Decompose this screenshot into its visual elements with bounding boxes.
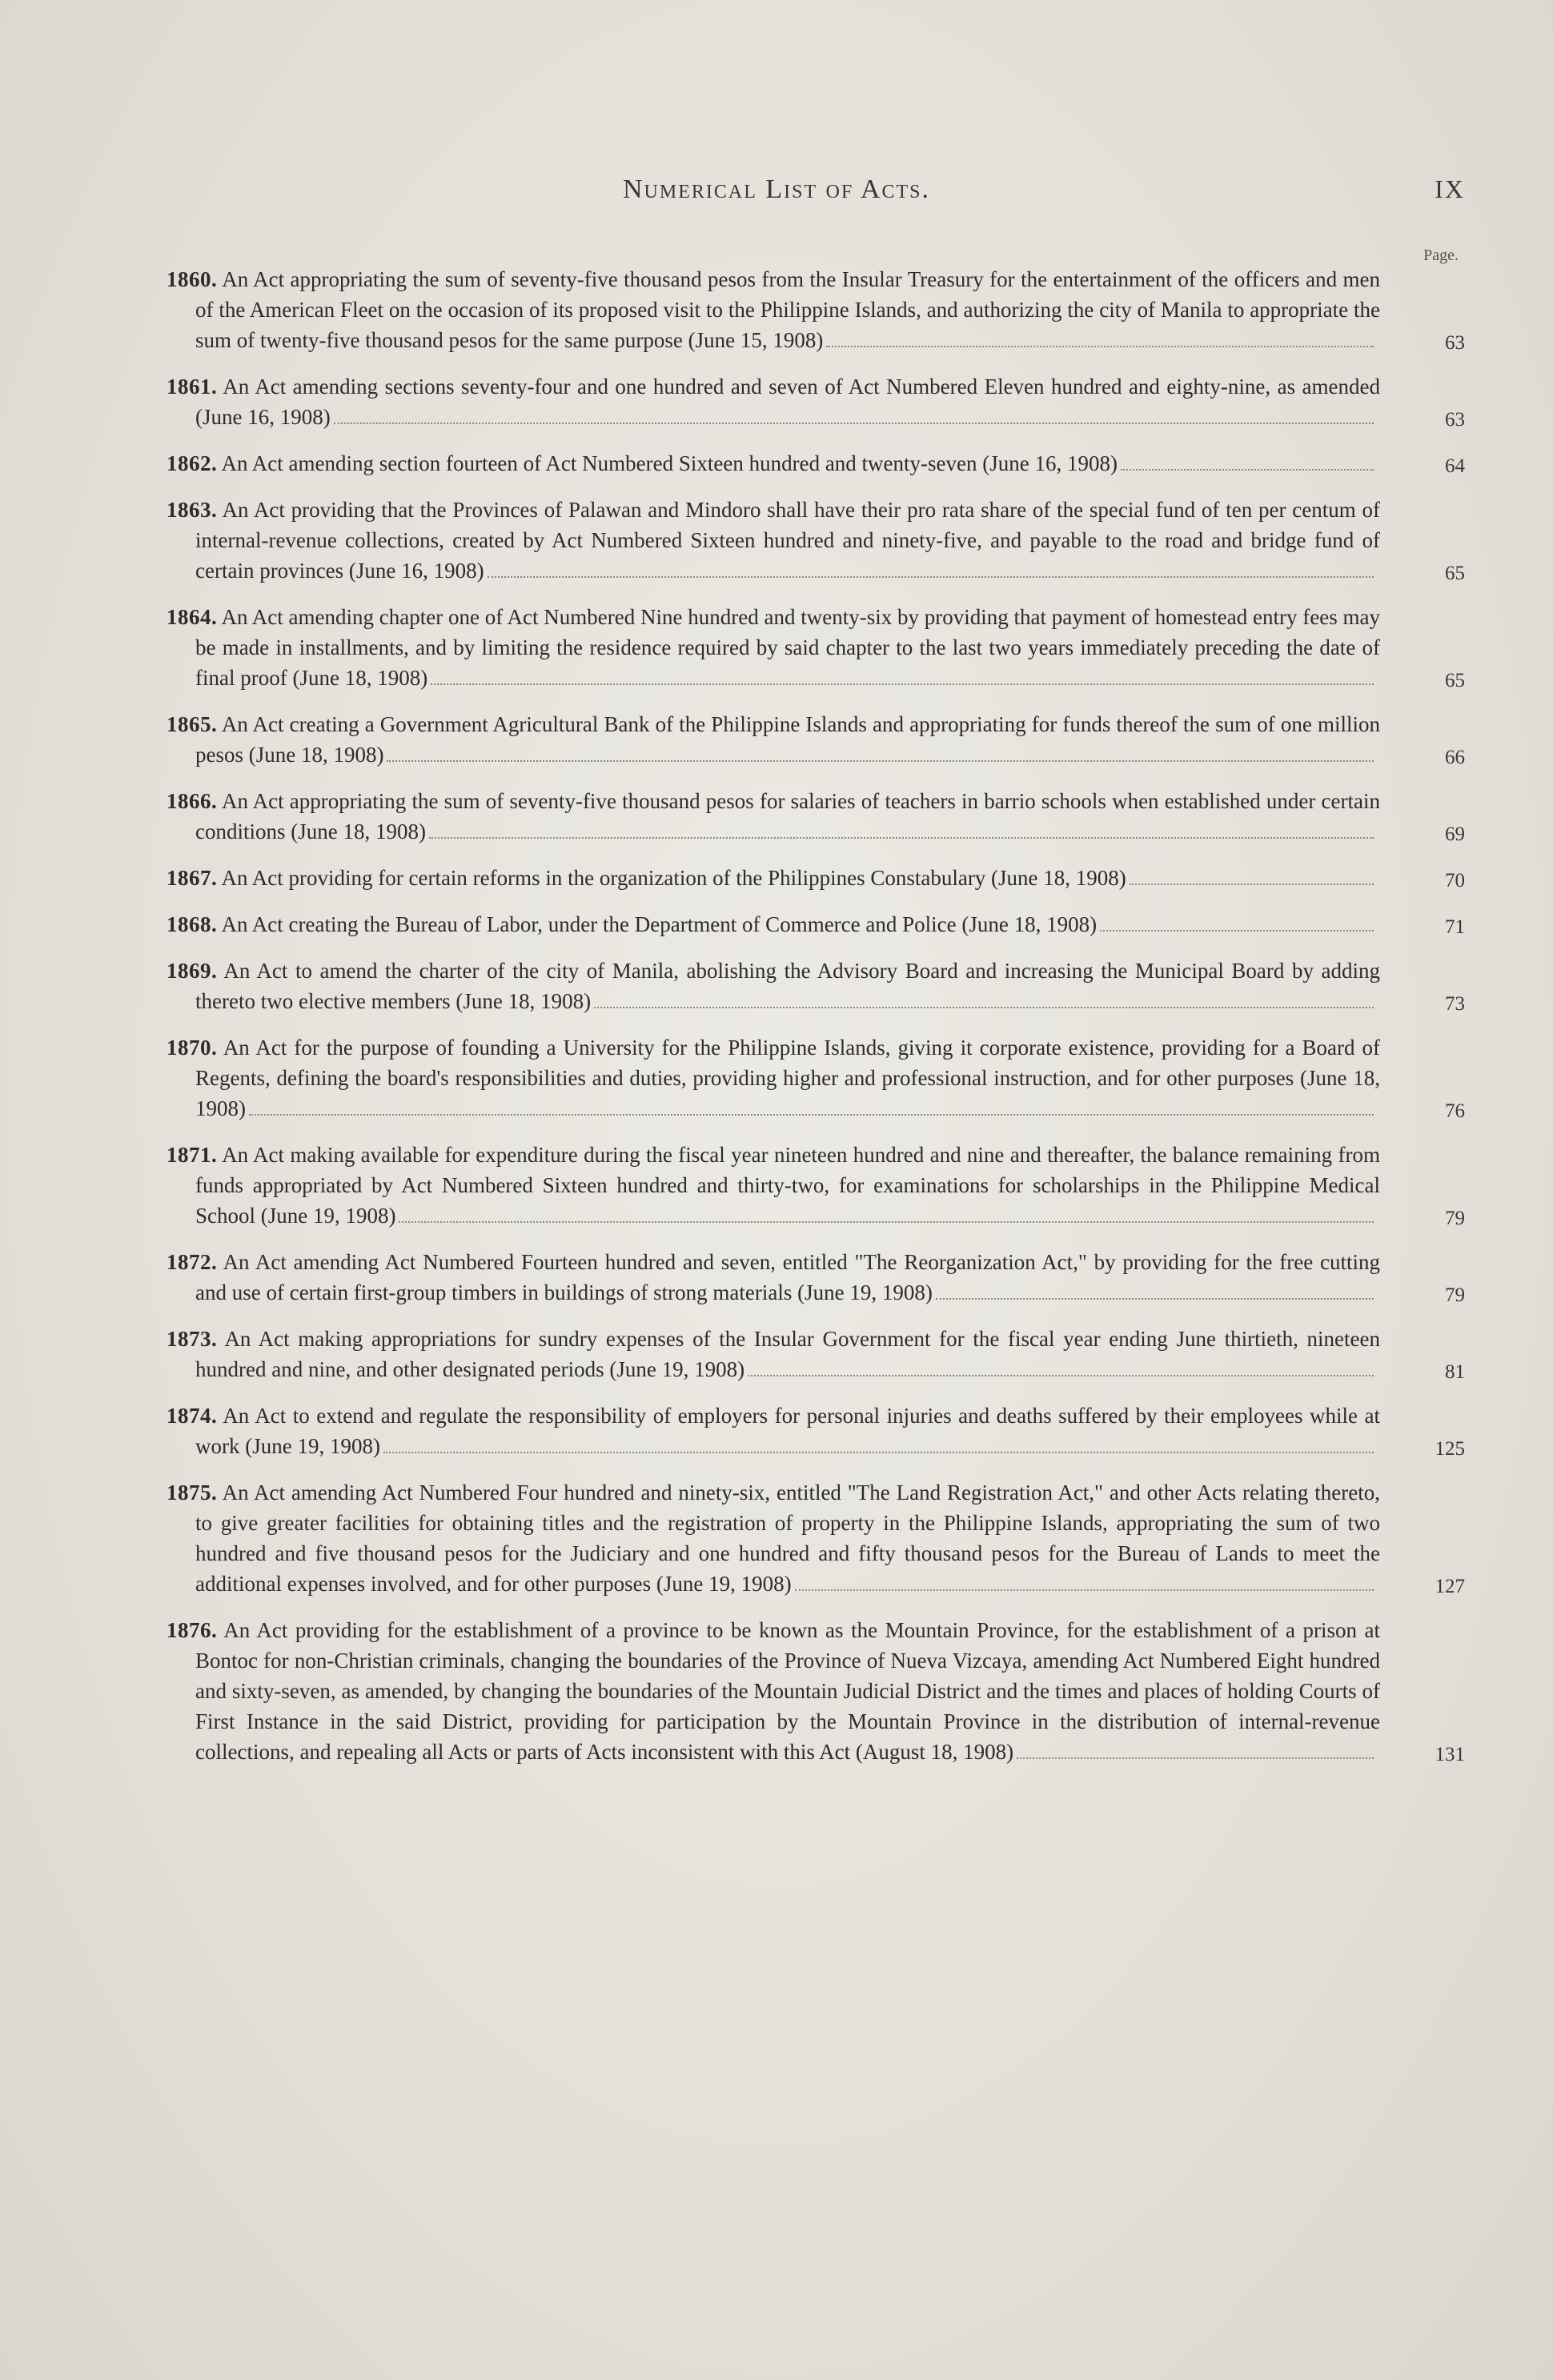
act-title: An Act making available for expenditure during the fiscal year nineteen hundred and nine and thereafter, the balance remaining from funds appropriated by Act Numbered Sixteen hundred and thirty-two, for examinations for scholarships in the Philippine Medical School (June 19, 1908) (195, 1143, 1380, 1228)
act-entry-body (167, 1140, 1380, 1231)
act-page-number: 65 (1445, 670, 1465, 691)
act-title: An Act to extend and regulate the responsibility of employers for personal injuries and deaths suffered by their employees while at work (June 19, 1908) (195, 1404, 1381, 1458)
act-entry-body (167, 448, 1380, 479)
act-entry (167, 495, 1465, 586)
act-page-number: 127 (1435, 1576, 1465, 1597)
act-page-number: 65 (1445, 563, 1465, 584)
leader-dots (387, 760, 1374, 762)
act-entry (167, 786, 1465, 847)
act-entry-body (167, 1400, 1380, 1461)
act-title: An Act amending sections seventy-four and one hundred and seven of Act Numbered Eleven hundred and eighty-nine, as amended (June 16, 1908) (195, 375, 1380, 429)
leader-dots (936, 1298, 1374, 1300)
act-number: 1861. (167, 375, 218, 399)
act-entry (167, 371, 1465, 432)
act-title: An Act appropriating the sum of seventy-five thousand pesos from the Insular Treasury for the entertainment of the officers and men of the American Fleet on the occasion of its proposed visit to the Philippine Islands, and authorizing the city of Manila to appropriate the sum of twenty-five thousand pesos for the same purpose (June 15, 1908) (195, 267, 1380, 352)
act-title: An Act making appropriations for sundry expenses of the Insular Government for the fiscal year ending June thirtieth, nineteen hundred and nine, and other designated periods (June 19, 1908) (195, 1327, 1380, 1381)
leader-dots (594, 1007, 1374, 1008)
act-entry (167, 1247, 1465, 1308)
running-head-title: Numerical List of Acts. (622, 174, 931, 204)
act-page-number: 79 (1445, 1284, 1465, 1306)
act-number: 1871. (167, 1143, 218, 1167)
act-title: An Act to amend the charter of the city of Manila, abolishing the Advisory Board and increasing the Municipal Board by adding thereto two elective members (June 18, 1908) (195, 959, 1380, 1013)
leader-dots (249, 1114, 1374, 1116)
act-number: 1873. (167, 1327, 218, 1351)
act-title: An Act appropriating the sum of seventy-five thousand pesos for salaries of teachers in barrio schools when established under certain conditions (June 18, 1908) (195, 789, 1380, 843)
leader-dots (488, 576, 1374, 578)
leader-dots (795, 1589, 1374, 1591)
act-page-number: 71 (1445, 916, 1465, 938)
act-entry (167, 1615, 1465, 1767)
page-header (0, 174, 1553, 214)
leader-dots (383, 1452, 1374, 1453)
act-number: 1869. (167, 959, 218, 983)
act-page-number: 70 (1445, 870, 1465, 891)
leader-dots (1130, 883, 1374, 885)
act-page-number: 69 (1445, 823, 1465, 845)
act-page-number: 63 (1445, 409, 1465, 431)
act-entry (167, 1477, 1465, 1599)
act-page-number: 76 (1445, 1100, 1465, 1122)
act-entry (167, 602, 1465, 693)
act-title: An Act creating the Bureau of Labor, under the Department of Commerce and Police (June 18, 1908) (221, 912, 1098, 936)
act-entry (167, 1140, 1465, 1231)
act-entry (167, 1324, 1465, 1384)
act-entry-body (167, 786, 1380, 847)
act-page-number: 81 (1445, 1361, 1465, 1383)
leader-dots (826, 346, 1374, 347)
act-number: 1864. (167, 605, 218, 629)
act-title: An Act amending section fourteen of Act Numbered Sixteen hundred and twenty-seven (June 16, 1908) (221, 451, 1118, 475)
act-entry-body (167, 1615, 1380, 1767)
act-entry-body (167, 863, 1380, 893)
act-number: 1870. (167, 1036, 218, 1060)
act-entry-body (167, 1032, 1380, 1124)
leader-dots (1100, 930, 1374, 932)
act-entry-body (167, 371, 1380, 432)
act-entry-body (167, 909, 1380, 940)
act-title: An Act amending Act Numbered Four hundred and ninety-six, entitled "The Land Registration Act," and other Acts relating thereto, to give greater facilities for obtaining titles and the registration of property in the Philippine Islands, appropriating the sum of two hundred and five thousand pesos for the Judiciary and one hundred and fifty thousand pesos for the Bureau of Lands to meet the additional expenses involved, and for other purposes (June 19, 1908) (195, 1480, 1381, 1596)
act-page-number: 66 (1445, 747, 1465, 768)
act-entry (167, 264, 1465, 355)
act-title: An Act for the purpose of founding a University for the Philippine Islands, giving it corporate existence, providing for a Board of Regents, defining the board's responsibilities and duties, providing higher and professional instruction, and for other purposes (June 18, 1908) (195, 1036, 1380, 1120)
act-title: An Act amending chapter one of Act Numbered Nine hundred and twenty-six by providing that payment of homestead entry fees may be made in installments, and by limiting the residence required by said chapter to the last two years immediately preceding the date of final proof (June 18, 1908) (195, 605, 1380, 690)
act-entry (167, 956, 1465, 1016)
act-entry (167, 1032, 1465, 1124)
leader-dots (334, 423, 1374, 424)
act-number: 1860. (167, 267, 218, 291)
act-page-number: 73 (1445, 993, 1465, 1015)
leader-dots (748, 1375, 1374, 1376)
act-entry (167, 709, 1465, 770)
act-number: 1862. (167, 451, 218, 475)
page-column-label: Page. (1423, 246, 1459, 264)
act-entry (167, 448, 1465, 479)
leader-dots (1121, 469, 1374, 471)
act-number: 1863. (167, 498, 218, 522)
act-title: An Act amending Act Numbered Fourteen hundred and seven, entitled "The Reorganization Act," by providing for the free cutting and use of certain first-group timbers in buildings of strong materials (June 19, 1908) (195, 1250, 1380, 1304)
act-entry-body (167, 709, 1380, 770)
act-number: 1876. (167, 1618, 218, 1642)
leader-dots (431, 683, 1374, 685)
act-number: 1868. (167, 912, 218, 936)
act-page-number: 63 (1445, 332, 1465, 354)
act-number: 1874. (167, 1404, 218, 1428)
act-entry-body (167, 495, 1380, 586)
act-entry-body (167, 1247, 1380, 1308)
act-number: 1867. (167, 866, 218, 890)
act-page-number: 131 (1435, 1744, 1465, 1765)
act-number: 1866. (167, 789, 218, 813)
acts-list (167, 264, 1465, 1783)
act-number: 1875. (167, 1480, 218, 1505)
act-title: An Act creating a Government Agricultural Bank of the Philippine Islands and appropriating for funds thereof the sum of one million pesos (June 18, 1908) (195, 712, 1380, 767)
act-entry-body (167, 264, 1380, 355)
act-entry-body (167, 602, 1380, 693)
leader-dots (429, 837, 1374, 839)
act-title: An Act providing for the establishment of a province to be known as the Mountain Province, for the establishment of a prison at Bontoc for non-Christian criminals, changing the boundaries of the Province of Nueva Vizcaya, amending Act Numbered Eight hundred and sixty-seven, as amended, by changing the boundaries of the Mountain Judicial District and the times and places of holding Courts of First Instance in the said District, providing for participation by the Mountain Province in the distribution of internal-revenue collections, and repealing all Acts or parts of Acts inconsistent with this Act (August 18, 1908) (195, 1618, 1380, 1764)
act-page-number: 125 (1435, 1438, 1465, 1460)
act-entry-body (167, 1477, 1380, 1599)
act-page-number: 79 (1445, 1208, 1465, 1229)
act-number: 1872. (167, 1250, 218, 1274)
act-entry (167, 909, 1465, 940)
act-page-number: 64 (1445, 455, 1465, 477)
act-entry-body (167, 1324, 1380, 1384)
act-entry (167, 863, 1465, 893)
act-title: An Act providing that the Provinces of Palawan and Mindoro shall have their pro rata share of the special fund of ten per centum of internal-revenue collections, created by Act Numbered Sixteen hundred and ninety-five, and payable to the road and bridge fund of certain provinces (June 16, 1908) (195, 498, 1380, 583)
leader-dots (1017, 1757, 1374, 1759)
running-head-page-number: IX (1435, 174, 1465, 203)
act-number: 1865. (167, 712, 218, 736)
act-entry (167, 1400, 1465, 1461)
leader-dots (399, 1221, 1374, 1223)
act-title: An Act providing for certain reforms in the organization of the Philippines Constabulary (June 18, 1908) (221, 866, 1126, 890)
act-entry-body (167, 956, 1380, 1016)
